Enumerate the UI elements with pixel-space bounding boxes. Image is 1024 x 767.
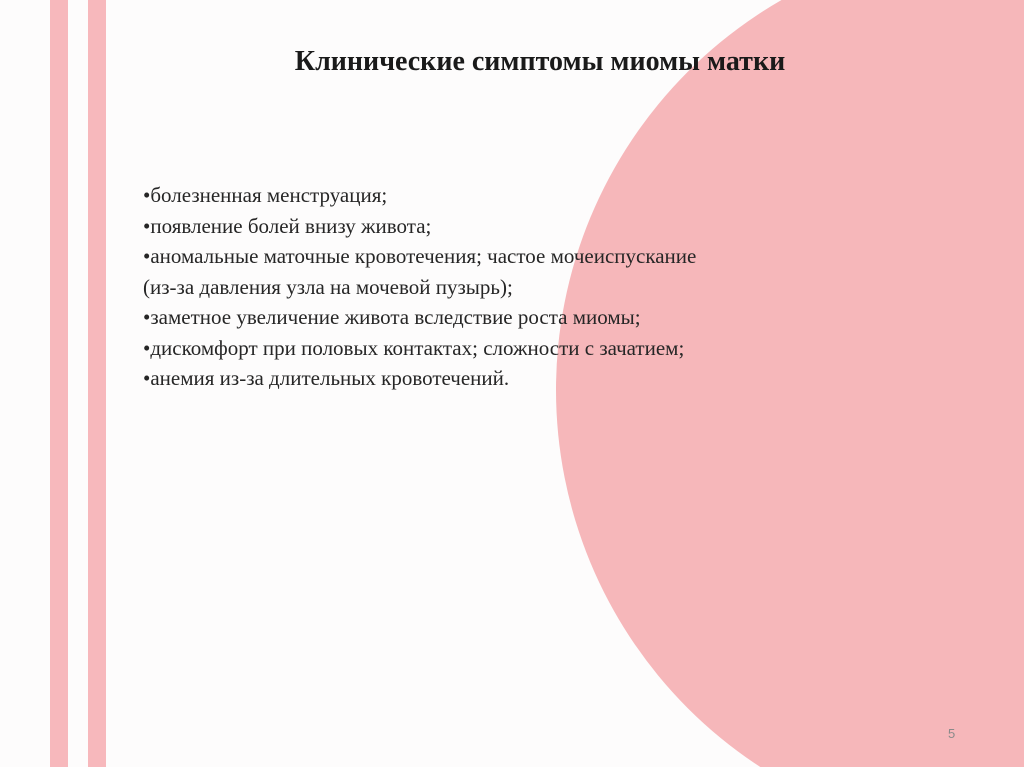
- list-item: •появление болей внизу живота;: [143, 213, 432, 238]
- slide-title: Клинические симптомы миомы матки: [294, 46, 786, 77]
- list-item: •анемия из-за длительных кровотечений.: [143, 366, 510, 390]
- list-item: •дискомфорт при половых контактах; сложности с зачатием;: [143, 335, 685, 360]
- list-item: •болезненная менструация;: [143, 183, 388, 207]
- decorative-stripe-left: [50, 0, 68, 767]
- list-item: •заметное увеличение живота вследствие роста миомы;: [143, 305, 641, 329]
- page-number: 5: [948, 726, 956, 741]
- decorative-stripe-right: [88, 0, 106, 767]
- list-item: •аномальные маточные кровотечения; частое мочеиспускание (из-за давления узла на мочевой пузырь);: [143, 244, 697, 299]
- symptoms-list: [143, 180, 723, 394]
